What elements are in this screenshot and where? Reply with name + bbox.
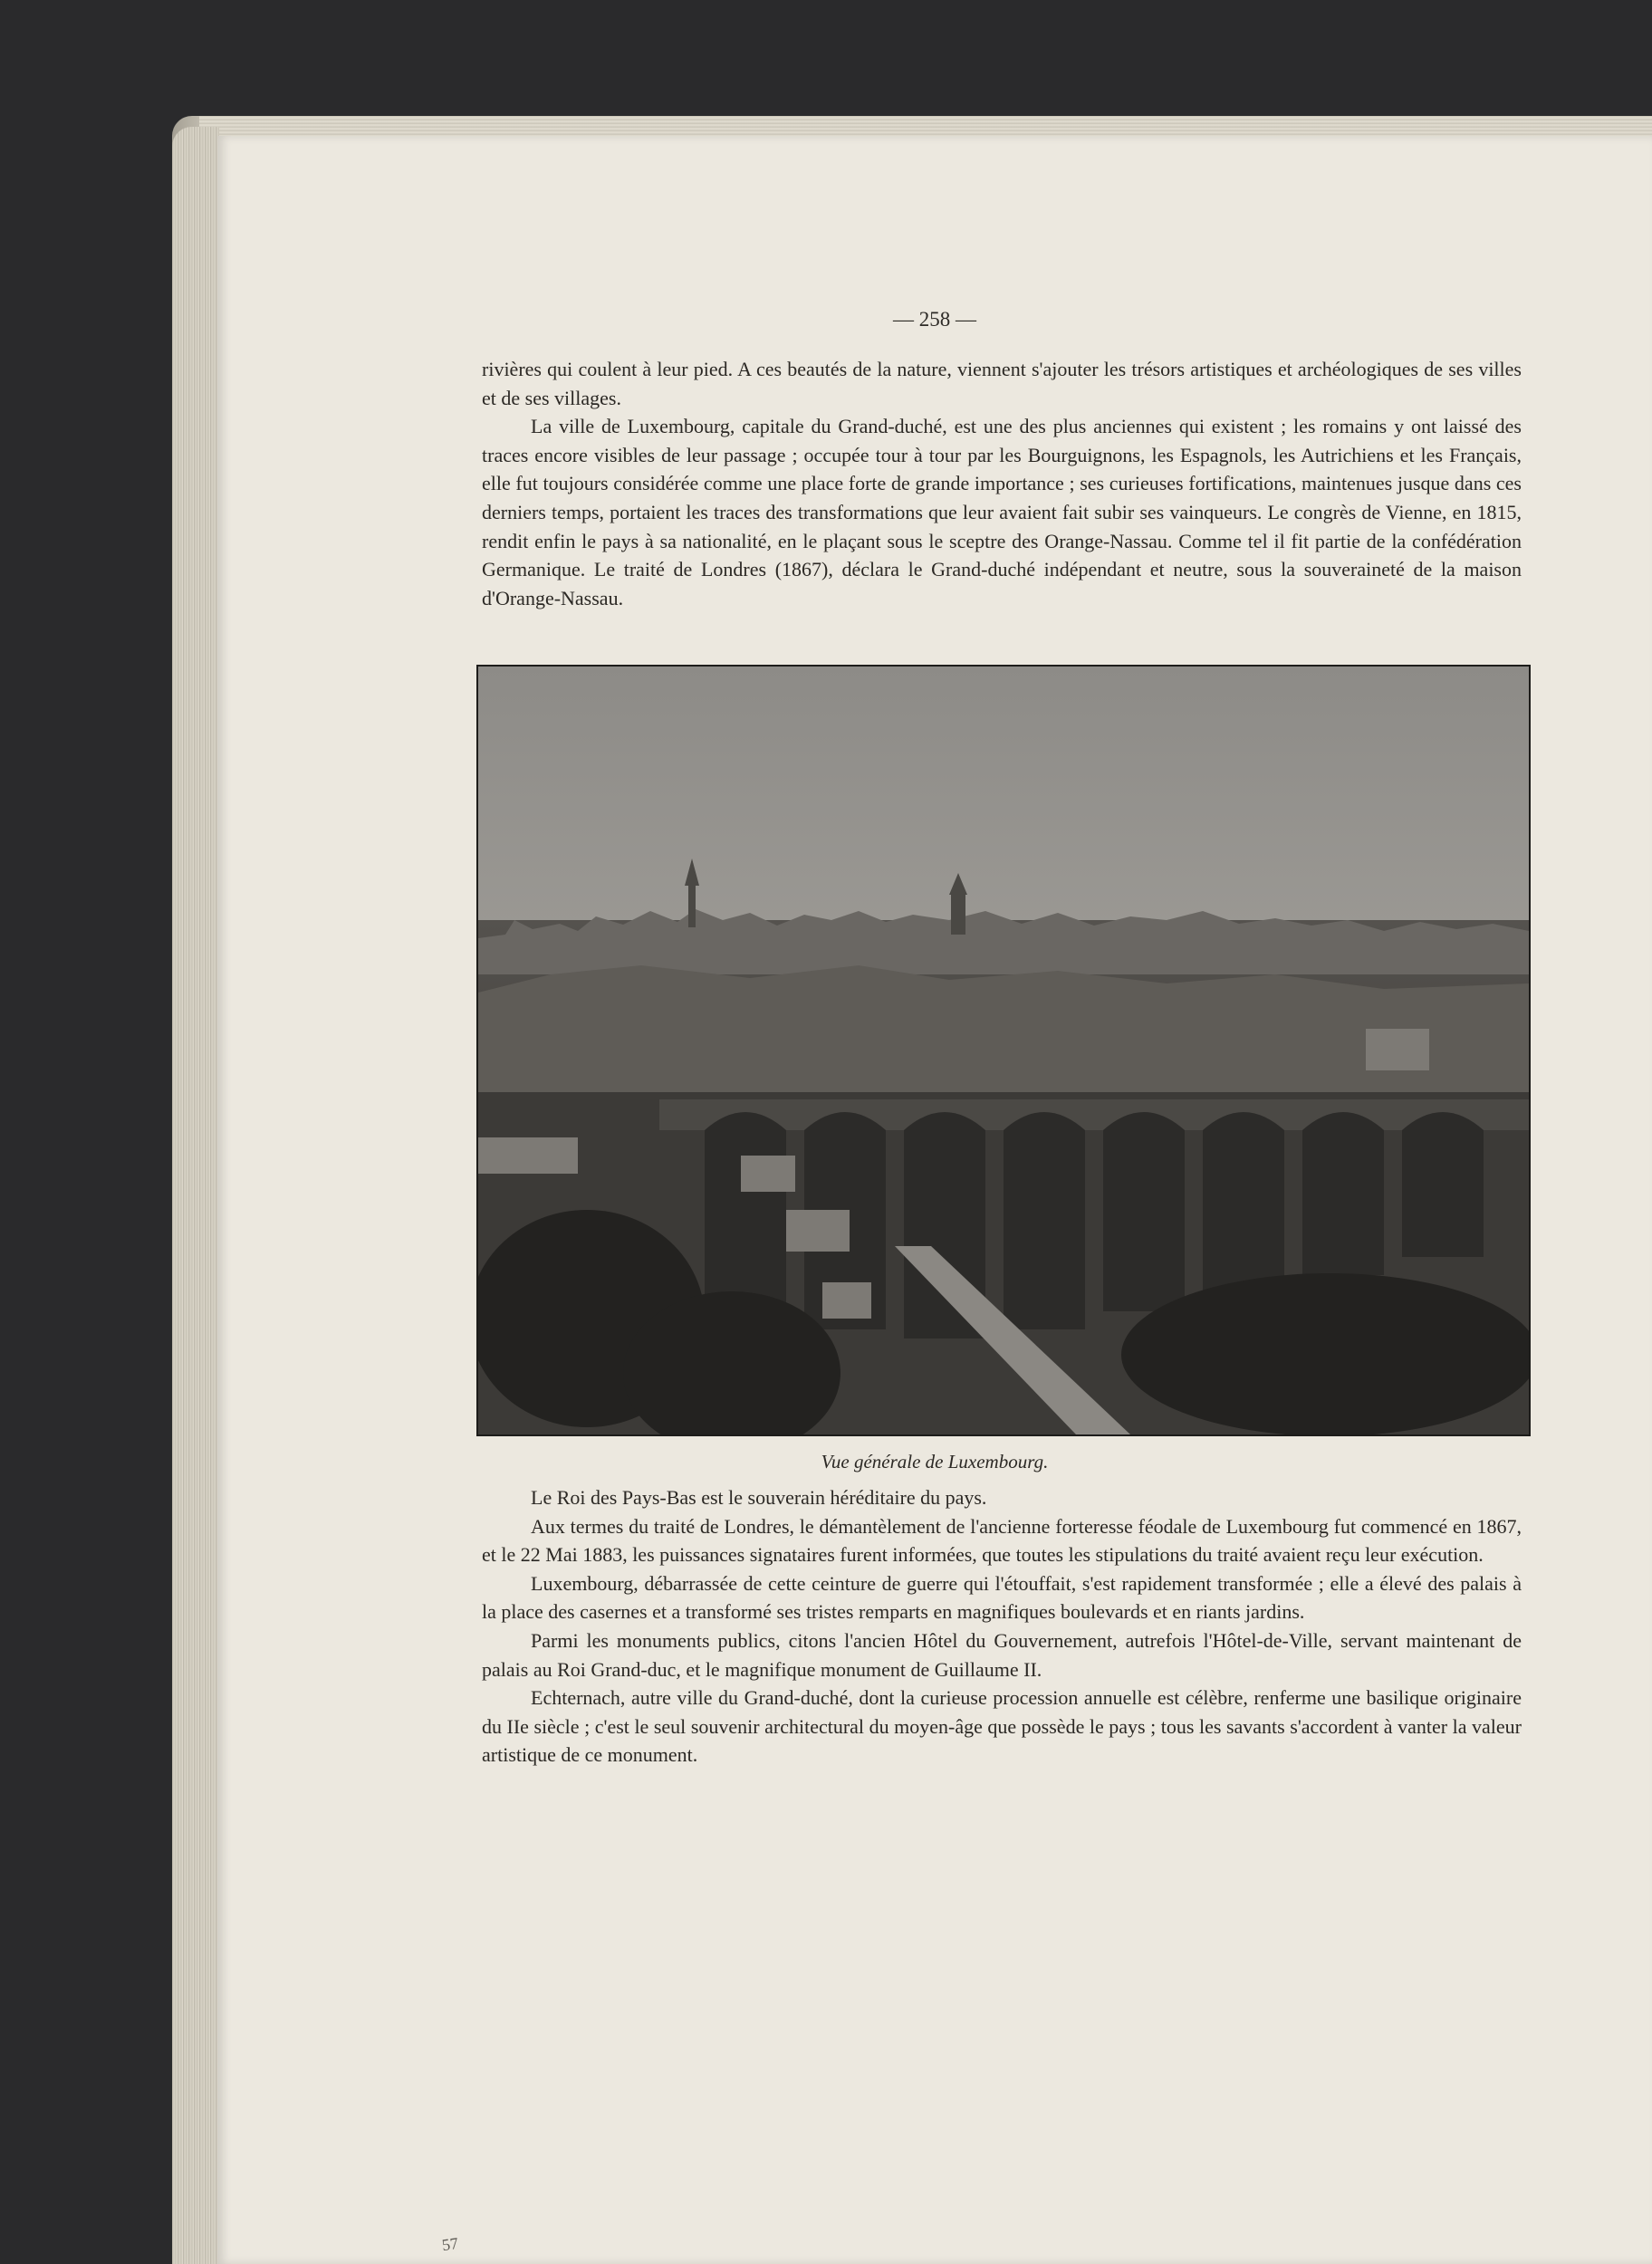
- paragraph-echternach: Echternach, autre ville du Grand-duché, dont la curieuse procession annuelle est célèbre, renferme une basilique originaire du IIe siècle ; c'est le seul souvenir architectural du moyen-âge que possède le pays ; tous les savants s'accordent à vanter la valeur artistique de ce monument.: [482, 1686, 1522, 1767]
- margin-note: 57: [440, 2233, 460, 2255]
- photo-plate-luxembourg: [476, 665, 1531, 1436]
- paragraph-luxembourg-history: La ville de Luxembourg, capitale du Grand-duché, est une des plus anciennes qui existent ; les romains y ont laissé des traces encore visibles de leur passage ; occupée tour à tour par les Bourguignons, les Espagnols, les Autrichiens et les Français, elle fut toujours considérée comme une place forte de grande importance ; ses curieuses fortifications, maintenues jusque dans ces derniers temps, portaient les traces des transformations que leur avaient fait subir ses vainqueurs. Le congrès de Vienne, en 1815, rendit enfin le pays à sa nationalité, en le plaçant sous le sceptre des Orange-Nassau. Comme tel il fit partie de la confédération Germanique. Le traité de Londres (1867), déclara le Grand-duché indépendant et neutre, sous la souveraineté de la maison d'Orange-Nassau.: [482, 415, 1522, 609]
- paragraph-monuments: Parmi les monuments publics, citons l'ancien Hôtel du Gouvernement, autrefois l'Hôtel-de-Ville, servant maintenant de palais au Roi Grand-duc, et le magnifique monument de Guillaume II.: [482, 1628, 1522, 1681]
- page-number: — 258 —: [893, 308, 976, 331]
- cathedral-tower: [951, 893, 965, 935]
- paragraph-continuation: rivières qui coulent à leur pied. A ces beautés de la nature, viennent s'ajouter les trésors artistiques et archéologiques de ses villes et de ses villages.: [482, 358, 1522, 409]
- paragraph-dismantlement: Aux termes du traité de Londres, le démantèlement de l'ancienne forteresse féodale de Luxembourg fut commencé en 1867, et le 22 Mai 1883, les puissances signataires furent informées, que toutes les stipulations du traité avaient reçu leur exécution.: [482, 1514, 1522, 1567]
- bottom-text-block: [482, 1483, 1522, 1770]
- paragraph-transformation: Luxembourg, débarrassée de cette ceinture de guerre qui l'étouffait, s'est rapidement transformée ; elle a élevé des palais à la place des casernes et a transformé ses tristes remparts en magnifiques boulevards et en riants jardins.: [482, 1571, 1522, 1624]
- luxembourg-view-illustration: [478, 667, 1529, 1434]
- book-page: [217, 136, 1652, 2264]
- figure-caption: Vue générale de Luxembourg.: [821, 1451, 1049, 1473]
- viaduct-deck: [659, 1099, 1529, 1130]
- church-spire: [688, 884, 696, 927]
- page-side-edges: [172, 127, 219, 2264]
- paragraph-sovereign: Le Roi des Pays-Bas est le souverain héréditaire du pays.: [531, 1486, 987, 1509]
- top-text-block: [482, 355, 1522, 612]
